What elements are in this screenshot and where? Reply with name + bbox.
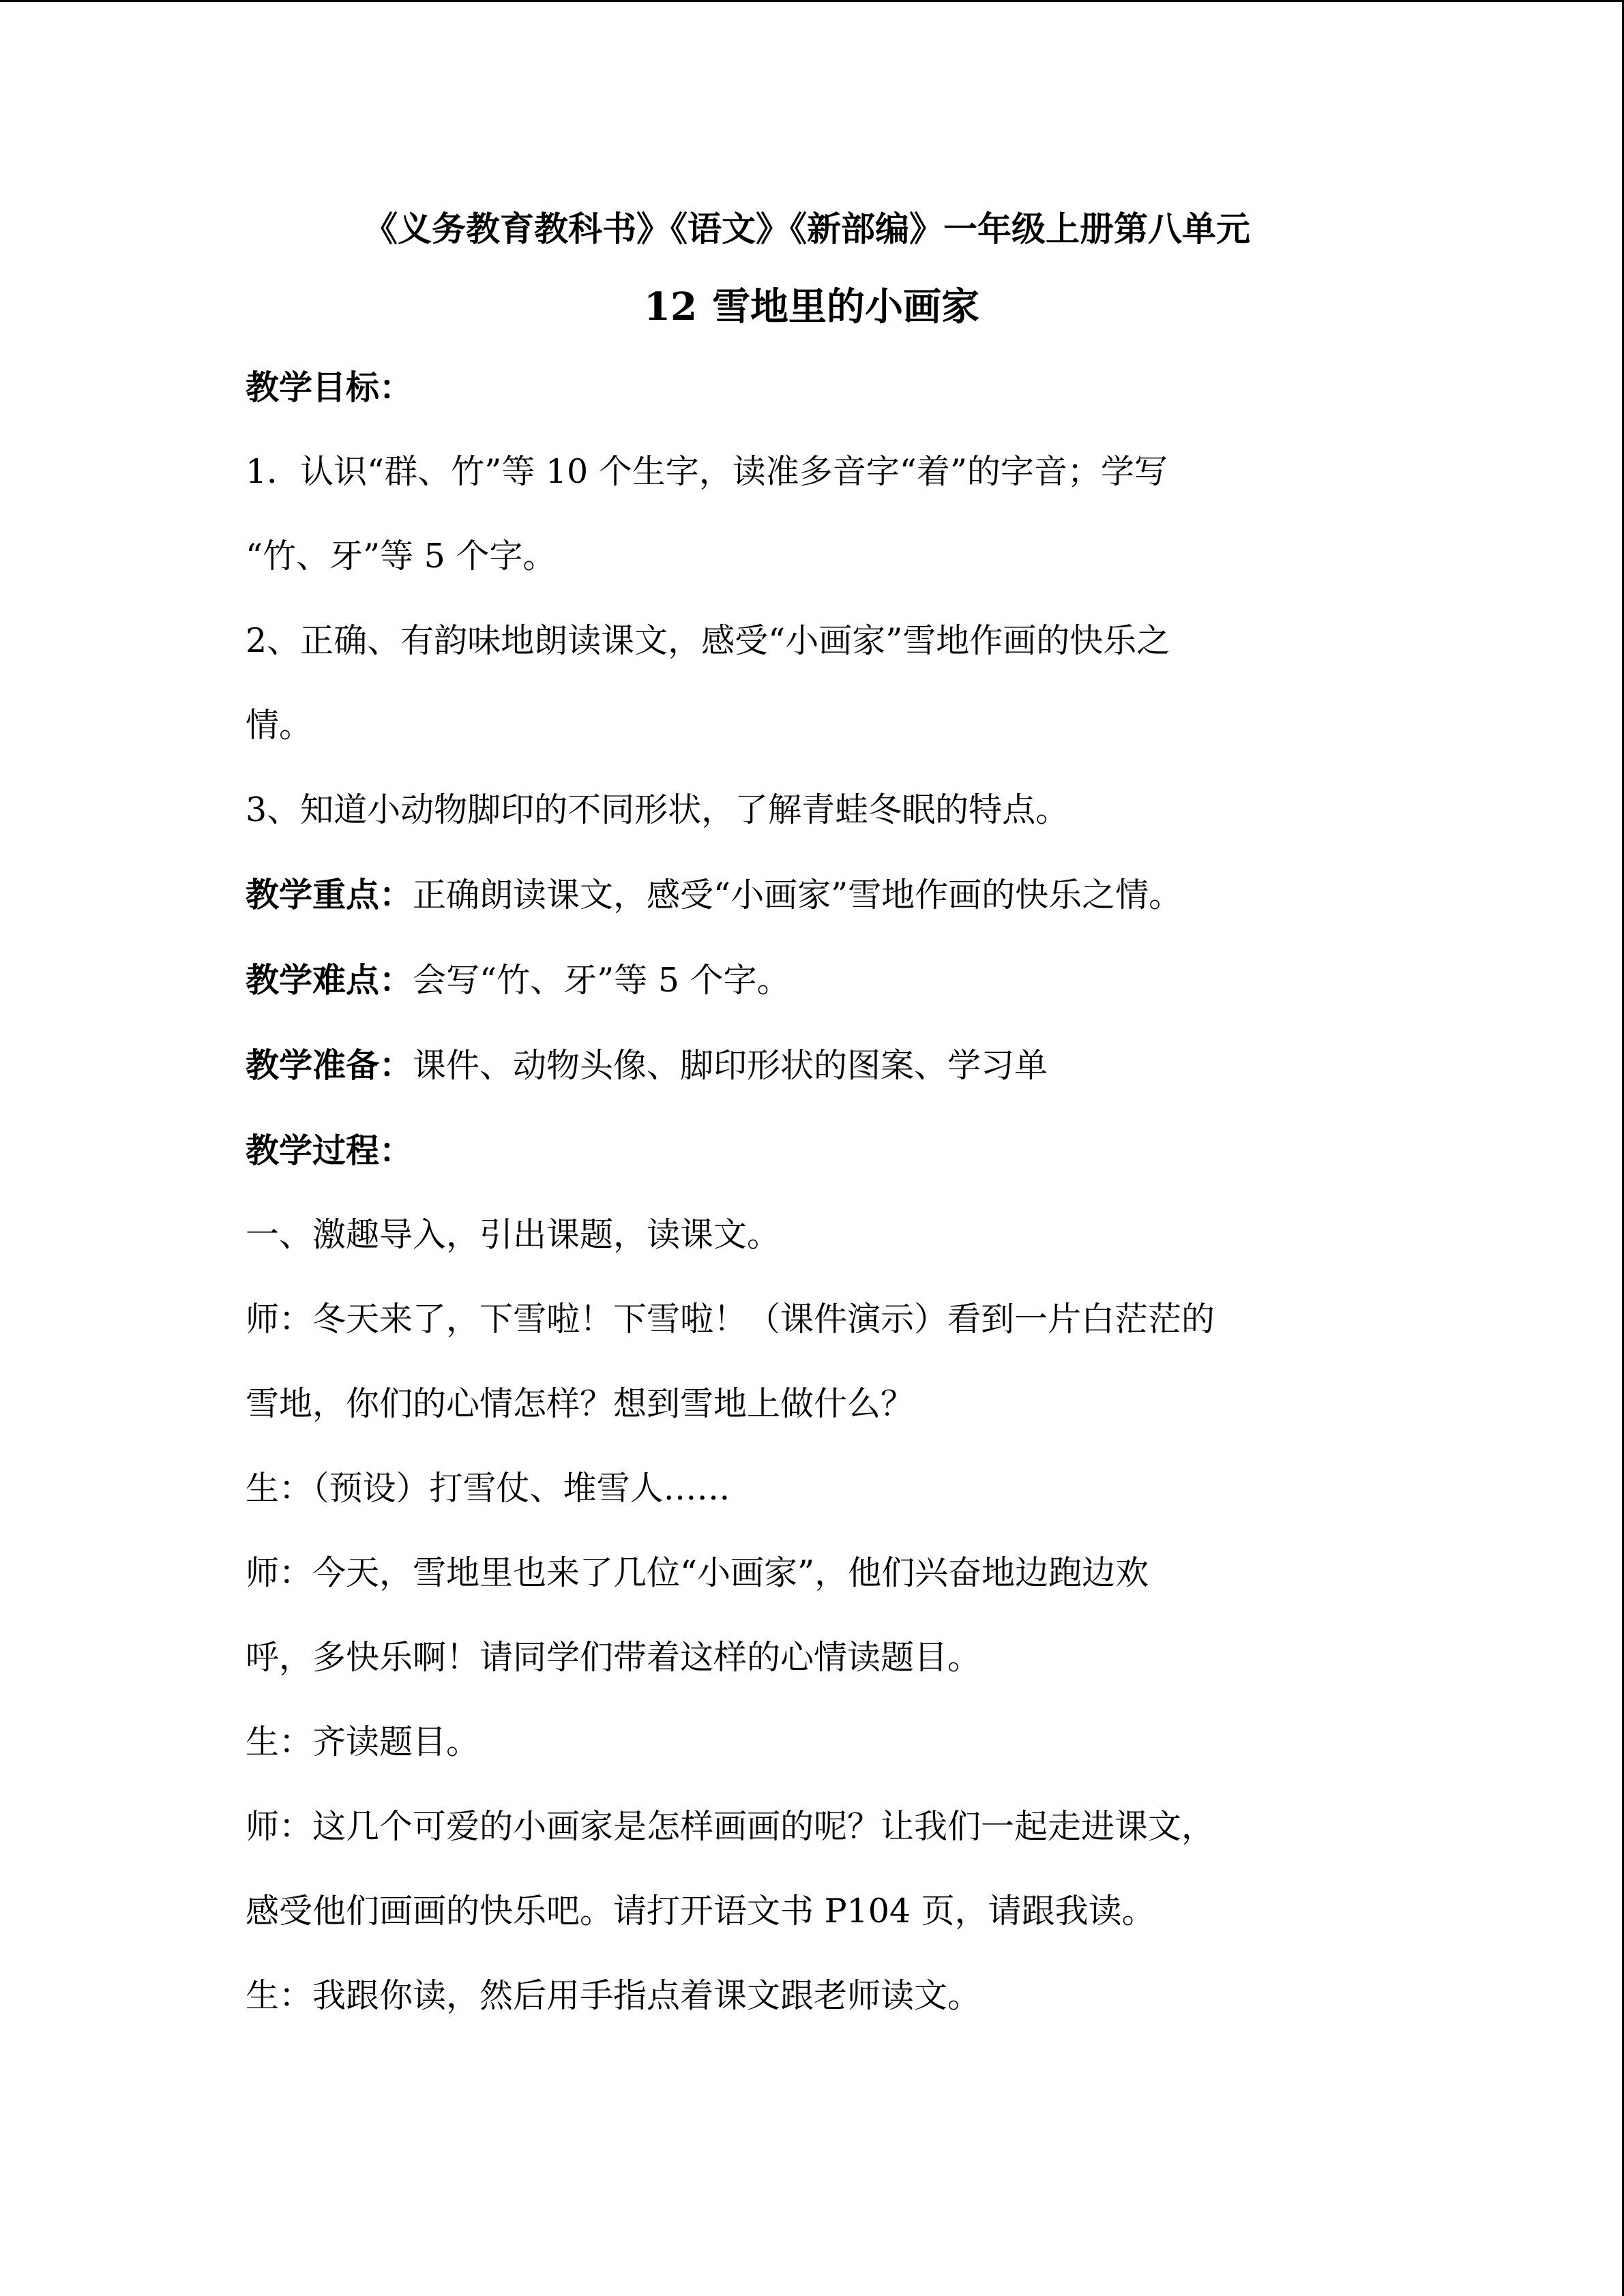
preparation-label: 教学准备： — [246, 1045, 413, 1085]
process-line: 师：今天，雪地里也来了几位“小画家”，他们兴奋地边跑边欢 — [246, 1553, 1149, 1592]
process-line: 师：冬天来了，下雪啦！下雪啦！（课件演示）看到一片白茫茫的 — [246, 1300, 1215, 1339]
process-line: 生：（预设）打雪仗、堆雪人…… — [246, 1469, 730, 1508]
objective-line: “竹、牙”等 5 个字。 — [246, 537, 557, 576]
process-heading: 教学过程： — [246, 1131, 413, 1170]
process-line: 呼，多快乐啊！请同学们带着这样的心情读题目。 — [246, 1638, 981, 1677]
objective-line: 3、知道小动物脚印的不同形状，了解青蛙冬眠的特点。 — [246, 790, 1069, 829]
key-point — [246, 852, 1378, 938]
process-line: 师：这几个可爱的小画家是怎样画画的呢？让我们一起走进课文， — [246, 1807, 1215, 1846]
process-line: 生：我跟你读，然后用手指点着课文跟老师读文。 — [246, 1976, 981, 2015]
objective-line: 1．认识“群、竹”等 10 个生字，读准多音字“着”的字音；学写 — [246, 452, 1168, 491]
difficulty — [246, 938, 1378, 1023]
difficulty-text: 会写“竹、牙”等 5 个字。 — [413, 961, 791, 1000]
objective-line: 情。 — [246, 706, 313, 745]
difficulty-label: 教学难点： — [246, 960, 413, 1000]
preparation — [246, 1023, 1378, 1108]
process-line: 雪地，你们的心情怎样？想到雪地上做什么？ — [246, 1384, 915, 1423]
process-line: 一、激趣导入，引出课题，读课文。 — [246, 1215, 781, 1254]
lesson-number: 12 — [644, 284, 697, 329]
objective-line: 2、正确、有韵味地朗读课文，感受“小画家”雪地作画的快乐之 — [246, 621, 1170, 660]
lesson-title-text: 雪地里的小画家 — [711, 284, 979, 329]
key-point-label: 教学重点： — [246, 875, 413, 914]
process-line: 感受他们画画的快乐吧。请打开语文书 P104 页，请跟我读。 — [246, 1892, 1155, 1930]
document-page — [246, 205, 1378, 2038]
lesson-title — [246, 280, 1378, 334]
objectives-heading: 教学目标： — [246, 368, 413, 407]
page-top-border — [0, 0, 1624, 2]
preparation-text: 课件、动物头像、脚印形状的图案、学习单 — [413, 1046, 1048, 1085]
key-point-text: 正确朗读课文，感受“小画家”雪地作画的快乐之情。 — [413, 876, 1183, 914]
process-line: 生：齐读题目。 — [246, 1723, 480, 1761]
book-title: 《义务教育教科书》《语文》《新部编》一年级上册第八单元 — [364, 209, 1250, 249]
